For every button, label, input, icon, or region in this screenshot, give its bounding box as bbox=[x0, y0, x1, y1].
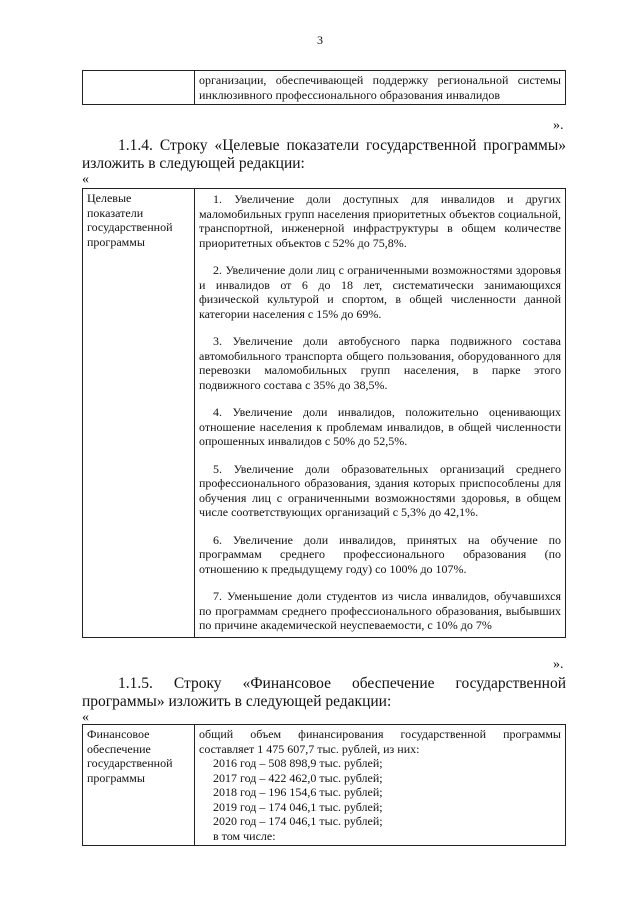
section-114-close-quote: ». bbox=[553, 657, 564, 672]
page-number: 3 bbox=[317, 33, 323, 47]
indicator-item-3: 3. Увеличение доли автобусного парка подвижного состава автомобильного транспорта общего пользования, оборудованного для перевозки маломобильных групп населения, в парке этого подвижного состава с 35% до 38,5%. bbox=[199, 334, 561, 392]
section-114-heading: 1.1.4. Строку «Целевые показатели государственной программы» изложить в следующей редакции: bbox=[82, 137, 566, 172]
financing-label: Финансовое обеспечение государственной программы bbox=[83, 725, 195, 846]
section-115-heading: 1.1.5. Строку «Финансовое обеспечение государственной программы» изложить в следующей редакции: bbox=[82, 675, 566, 710]
financing-year-2020: 2020 год – 174 046,1 тыс. рублей; bbox=[213, 814, 383, 828]
closing-quote-1: ». bbox=[553, 118, 564, 133]
financing-year-2016: 2016 год – 508 898,9 тыс. рублей; bbox=[213, 756, 383, 770]
indicator-item-4: 4. Увеличение доли инвалидов, положительно оценивающих отношение населения к проблемам инвалидов, в общей численности опрошенных инвалидов с 50% до 52,5%. bbox=[199, 405, 561, 448]
section-115-open-quote: « bbox=[82, 710, 89, 725]
section-114-open-quote: « bbox=[82, 172, 89, 187]
financing-year-2018: 2018 год – 196 154,6 тыс. рублей; bbox=[213, 785, 383, 799]
indicator-item-6: 6. Увеличение доли инвалидов, принятых на обучение по программам среднего профессионального образования (по отношению к предыдущему году) со 100% до 107%. bbox=[199, 532, 561, 576]
continuation-left-cell bbox=[83, 71, 195, 105]
indicator-item-5: 5. Увеличение доли образовательных организаций среднего профессионального образования, здания которых приспособлены для обучения лиц с ограниченными возможностями здоровья, в общем числе соответствующих организаций с 5,3% до 42,1%. bbox=[199, 461, 561, 519]
indicator-item-7: 7. Уменьшение доли студентов из числа инвалидов, обучавшихся по программам среднего профессионального образования, выбывших по причине академической неуспеваемости, с 10% до 7% bbox=[199, 589, 561, 632]
target-indicators-list bbox=[195, 189, 566, 638]
indicator-item-2: 2. Увеличение доли лиц с ограниченными возможностями здоровья и инвалидов от 6 до 18 лет, систематически занимающихся физической культурой и спортом, в общей численности данной категории населения с 15% до 69%. bbox=[199, 263, 561, 321]
indicator-item-1: 1. Увеличение доли доступных для инвалидов и других маломобильных групп населения приоритетных объектов социальной, транспортной, инженерной инфраструктуры в общем количестве приоритетных объектов с 52% до 75,8%. bbox=[199, 192, 561, 250]
financing-tail: в том числе: bbox=[213, 828, 276, 843]
continuation-right-cell: организации, обеспечивающей поддержку региональной системы инклюзивного профессионального образования инвалидов bbox=[195, 71, 566, 105]
target-indicators-table bbox=[82, 188, 566, 638]
financing-year-2019: 2019 год – 174 046,1 тыс. рублей; bbox=[213, 799, 383, 814]
financing-intro: общий объем финансирования государственной программы составляет 1 475 607,7 тыс. рублей, из них: bbox=[199, 727, 561, 756]
financing-year-2017: 2017 год – 422 462,0 тыс. рублей; bbox=[213, 770, 383, 785]
financing-details bbox=[195, 725, 566, 846]
target-indicators-label: Целевые показатели государственной программы bbox=[83, 189, 195, 638]
continuation-table bbox=[82, 70, 566, 105]
financing-table bbox=[82, 724, 566, 846]
